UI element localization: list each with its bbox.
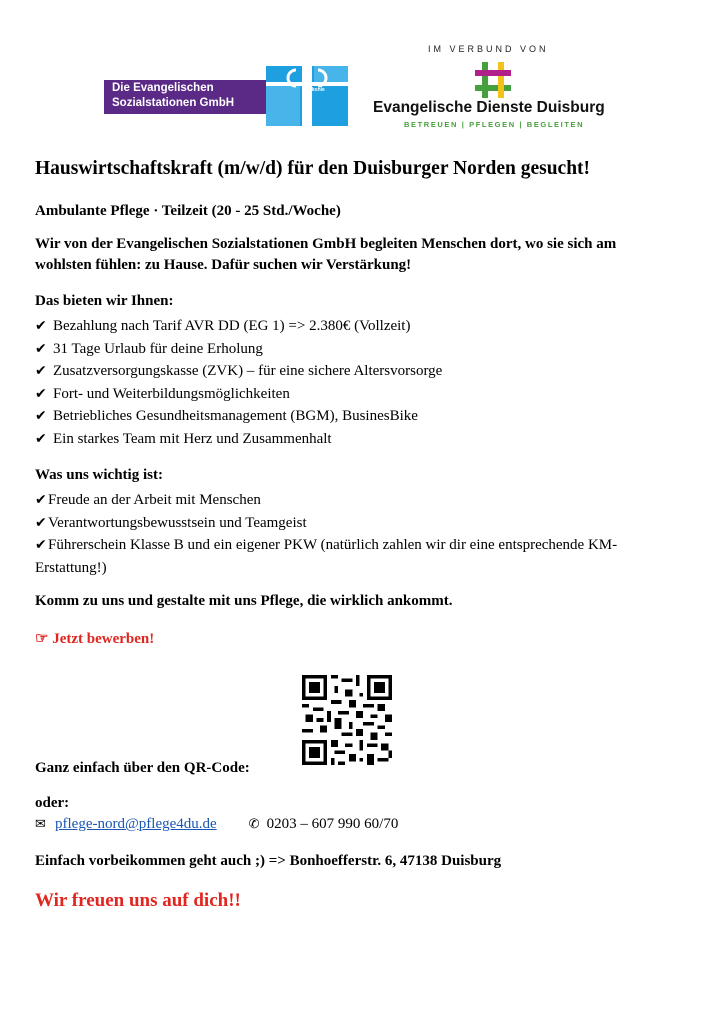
job-title: Hauswirtschaftskraft (m/w/d) für den Duisburger Norden gesucht! xyxy=(35,158,591,179)
list-item: ✔Verantwortungsbewusstsein und Teamgeist xyxy=(35,512,685,535)
qr-label: Ganz einfach über den QR-Code: xyxy=(35,760,250,776)
check-icon: ✔ xyxy=(35,492,47,508)
list-item: ✔ Ein starkes Team mit Herz und Zusammenhalt xyxy=(35,428,442,451)
check-icon: ✔ xyxy=(35,385,47,402)
requirements-list xyxy=(35,489,685,579)
list-item: ✔ Betriebliches Gesundheitsmanagement (BGM), BusinesBike xyxy=(35,405,442,428)
phone-number[interactable]: 0203 – 607 990 60/70 xyxy=(266,816,399,832)
verbund-label: IM VERBUND VON xyxy=(428,44,549,54)
phone-icon: ✆ xyxy=(248,817,260,832)
job-subtitle: Ambulante Pflege · Teilzeit (20 - 25 Std./Woche) xyxy=(35,203,341,219)
sozialstationen-logo xyxy=(104,66,348,126)
edd-tagline: BETREUEN | PFLEGEN | BEGLEITEN xyxy=(404,120,585,129)
diakonie-cross-icon xyxy=(266,66,348,126)
logo-line-1: Die Evangelischen xyxy=(112,82,214,94)
diakonie-small-label: Diakonie xyxy=(304,87,325,93)
visit-text: Einfach vorbeikommen geht auch ;) => Bonhoefferstr. 6, 47138 Duisburg xyxy=(35,853,502,869)
contact-row xyxy=(35,816,398,833)
edd-hash-icon xyxy=(473,60,513,100)
apply-link[interactable]: ☞ Jetzt bewerben! xyxy=(35,631,155,647)
offer-heading: Das bieten wir Ihnen: xyxy=(35,293,174,309)
check-icon: ✔ xyxy=(35,408,47,424)
email-link[interactable]: pflege-nord@pflege4du.de xyxy=(55,816,217,832)
list-item: ✔ Fort- und Weiterbildungsmöglichkeiten xyxy=(35,383,442,406)
check-icon: ✔ xyxy=(35,340,47,357)
logo-line-2: Sozialstationen GmbH xyxy=(112,97,235,109)
intro-text: Wir von der Evangelischen Sozialstationen GmbH begleiten Menschen dort, wo sie sich am wohlsten fühlen: zu Hause. Dafür suchen wir Verstärkung! xyxy=(35,236,617,273)
evangelische-dienste-logo xyxy=(370,44,626,130)
or-label: oder: xyxy=(35,795,70,811)
list-item: ✔Freude an der Arbeit mit Menschen xyxy=(35,489,685,512)
cta-text: Komm zu uns und gestalte mit uns Pflege, die wirklich ankommt. xyxy=(35,593,453,609)
check-icon: ✔ xyxy=(35,363,47,379)
check-icon: ✔ xyxy=(35,318,47,334)
edd-name: Evangelische Dienste Duisburg xyxy=(373,99,605,116)
list-item: ✔ 31 Tage Urlaub für deine Erholung xyxy=(35,338,442,361)
offer-list xyxy=(35,315,442,450)
check-icon: ✔ xyxy=(35,537,47,553)
check-icon: ✔ xyxy=(35,514,47,531)
list-item: ✔Führerschein Klasse B und ein eigener PKW (natürlich zahlen wir dir eine entsprechende KM-Erstattung!) xyxy=(35,534,685,579)
requirements-heading: Was uns wichtig ist: xyxy=(35,467,163,483)
list-item: ✔ Zusatzversorgungskasse (ZVK) – für eine sichere Altersvorsorge xyxy=(35,360,442,383)
closing-text: Wir freuen uns auf dich!! xyxy=(35,890,241,911)
mail-icon: ✉ xyxy=(35,817,46,832)
qr-code[interactable] xyxy=(302,675,392,765)
list-item: ✔ Bezahlung nach Tarif AVR DD (EG 1) => 2.380€ (Vollzeit) xyxy=(35,315,442,338)
check-icon: ✔ xyxy=(35,430,47,447)
